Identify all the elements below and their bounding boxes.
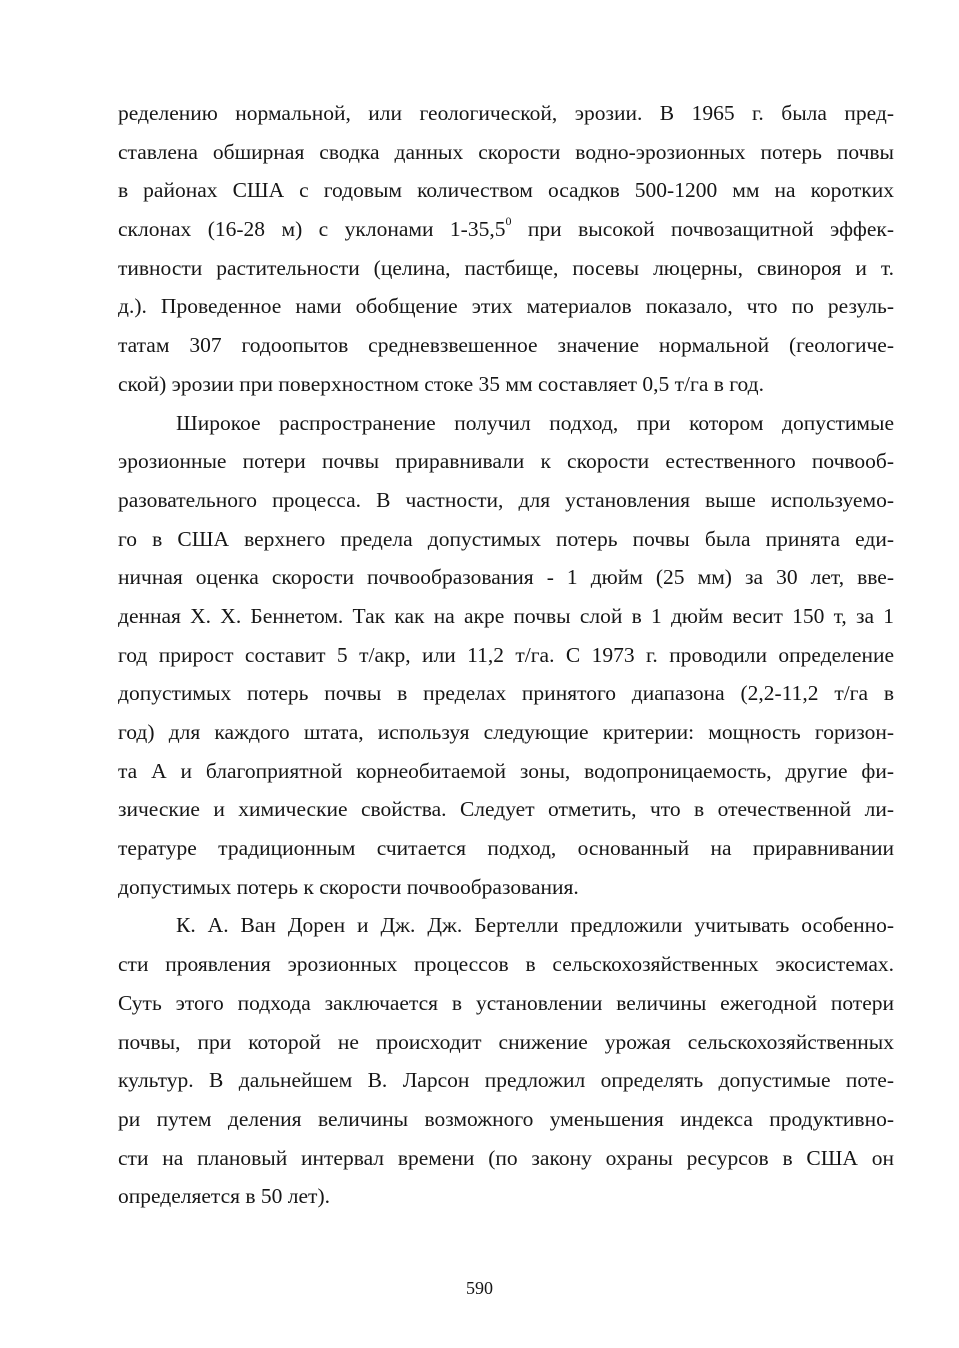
text-line: К. А. Ван Дорен и Дж. Дж. Бертелли предложили учитывать особенно- [176, 913, 894, 938]
text-line: та А и благоприятной корнеобитаемой зоны, водопроницаемость, другие фи- [118, 758, 894, 783]
text-line: тивности растительности (целина, пастбище, посевы люцерны, свинороя и т. [118, 255, 894, 280]
text-line: сти проявления эрозионных процессов в сельскохозяйственных экосистемах. [118, 952, 894, 977]
text-line: культур. В дальнейшем В. Ларсон предложил определять допустимые поте- [118, 1068, 894, 1093]
body-text [118, 94, 894, 1216]
text-line: почвы, при которой не происходит снижение урожая сельскохозяйственных [118, 1029, 894, 1054]
page-number: 590 [466, 1278, 493, 1298]
paragraph-1 [118, 94, 894, 404]
text-line: год) для каждого штата, используя следующие критерии: мощность горизон- [118, 720, 894, 744]
text-line: д.). Проведенное нами обобщение этих материалов показало, что по резуль- [118, 294, 894, 319]
text-line: татам 307 годоопытов средневзвешенное значение нормальной (геологиче- [118, 333, 894, 358]
paragraph-2 [118, 404, 894, 907]
text-line: в районах США с годовым количеством осадков 500-1200 мм на коротких [118, 178, 894, 203]
text-line: разовательного процесса. В частности, для установления выше используемо- [118, 487, 894, 512]
text-line: эрозионные потери почвы приравнивали к скорости естественного почвооб- [118, 449, 894, 474]
text-line: допустимых потерь к скорости почвообразования. [118, 874, 579, 899]
degree-superscript: 0 [505, 213, 512, 228]
text-line: ской) эрозии при поверхностном стоке 35 мм составляет 0,5 т/га в год. [118, 371, 764, 396]
text-line: Широкое распространение получил подход, при котором допустимые [176, 410, 894, 435]
text-line: определяется в 50 лет). [118, 1184, 330, 1209]
text-line: сти на плановый интервал времени (по закону охраны ресурсов в США он [118, 1145, 894, 1170]
text-line: Суть этого подхода заключается в установлении величины ежегодной потери [118, 990, 894, 1015]
text-fragment: склонах (16-28 м) с уклонами 1-35,5 [118, 217, 506, 242]
text-line: год прирост составит 5 т/акр, или 11,2 т/га. С 1973 г. проводили определение [118, 642, 894, 667]
text-line: допустимых потерь почвы в пределах принятого диапазона (2,2-11,2 т/га в [118, 681, 894, 706]
text-line: ри путем деления величины возможного уменьшения индекса продуктивно- [118, 1106, 894, 1131]
text-line: зические и химические свойства. Следует отметить, что в отечественной ли- [118, 797, 894, 822]
text-line: ставлена обширная сводка данных скорости водно-эрозионных потерь почвы [118, 139, 894, 164]
text-line: тературе традиционным считается подход, основанный на приравнивании [118, 836, 894, 861]
text-fragment: при высокой почвозащитной эффек- [511, 217, 894, 242]
text-line: денная Х. Х. Беннетом. Так как на акре почвы слой в 1 дюйм весит 150 т, за 1 [118, 603, 894, 628]
text-line-with-superscript [118, 210, 894, 249]
text-line: го в США верхнего предела допустимых потерь почвы была принята еди- [118, 526, 894, 551]
paragraph-3 [118, 906, 894, 1216]
text-line: ничная оценка скорости почвообразования - 1 дюйм (25 мм) за 30 лет, вве- [118, 565, 894, 590]
text-line: ределению нормальной, или геологической, эрозии. В 1965 г. была пред- [118, 101, 894, 125]
